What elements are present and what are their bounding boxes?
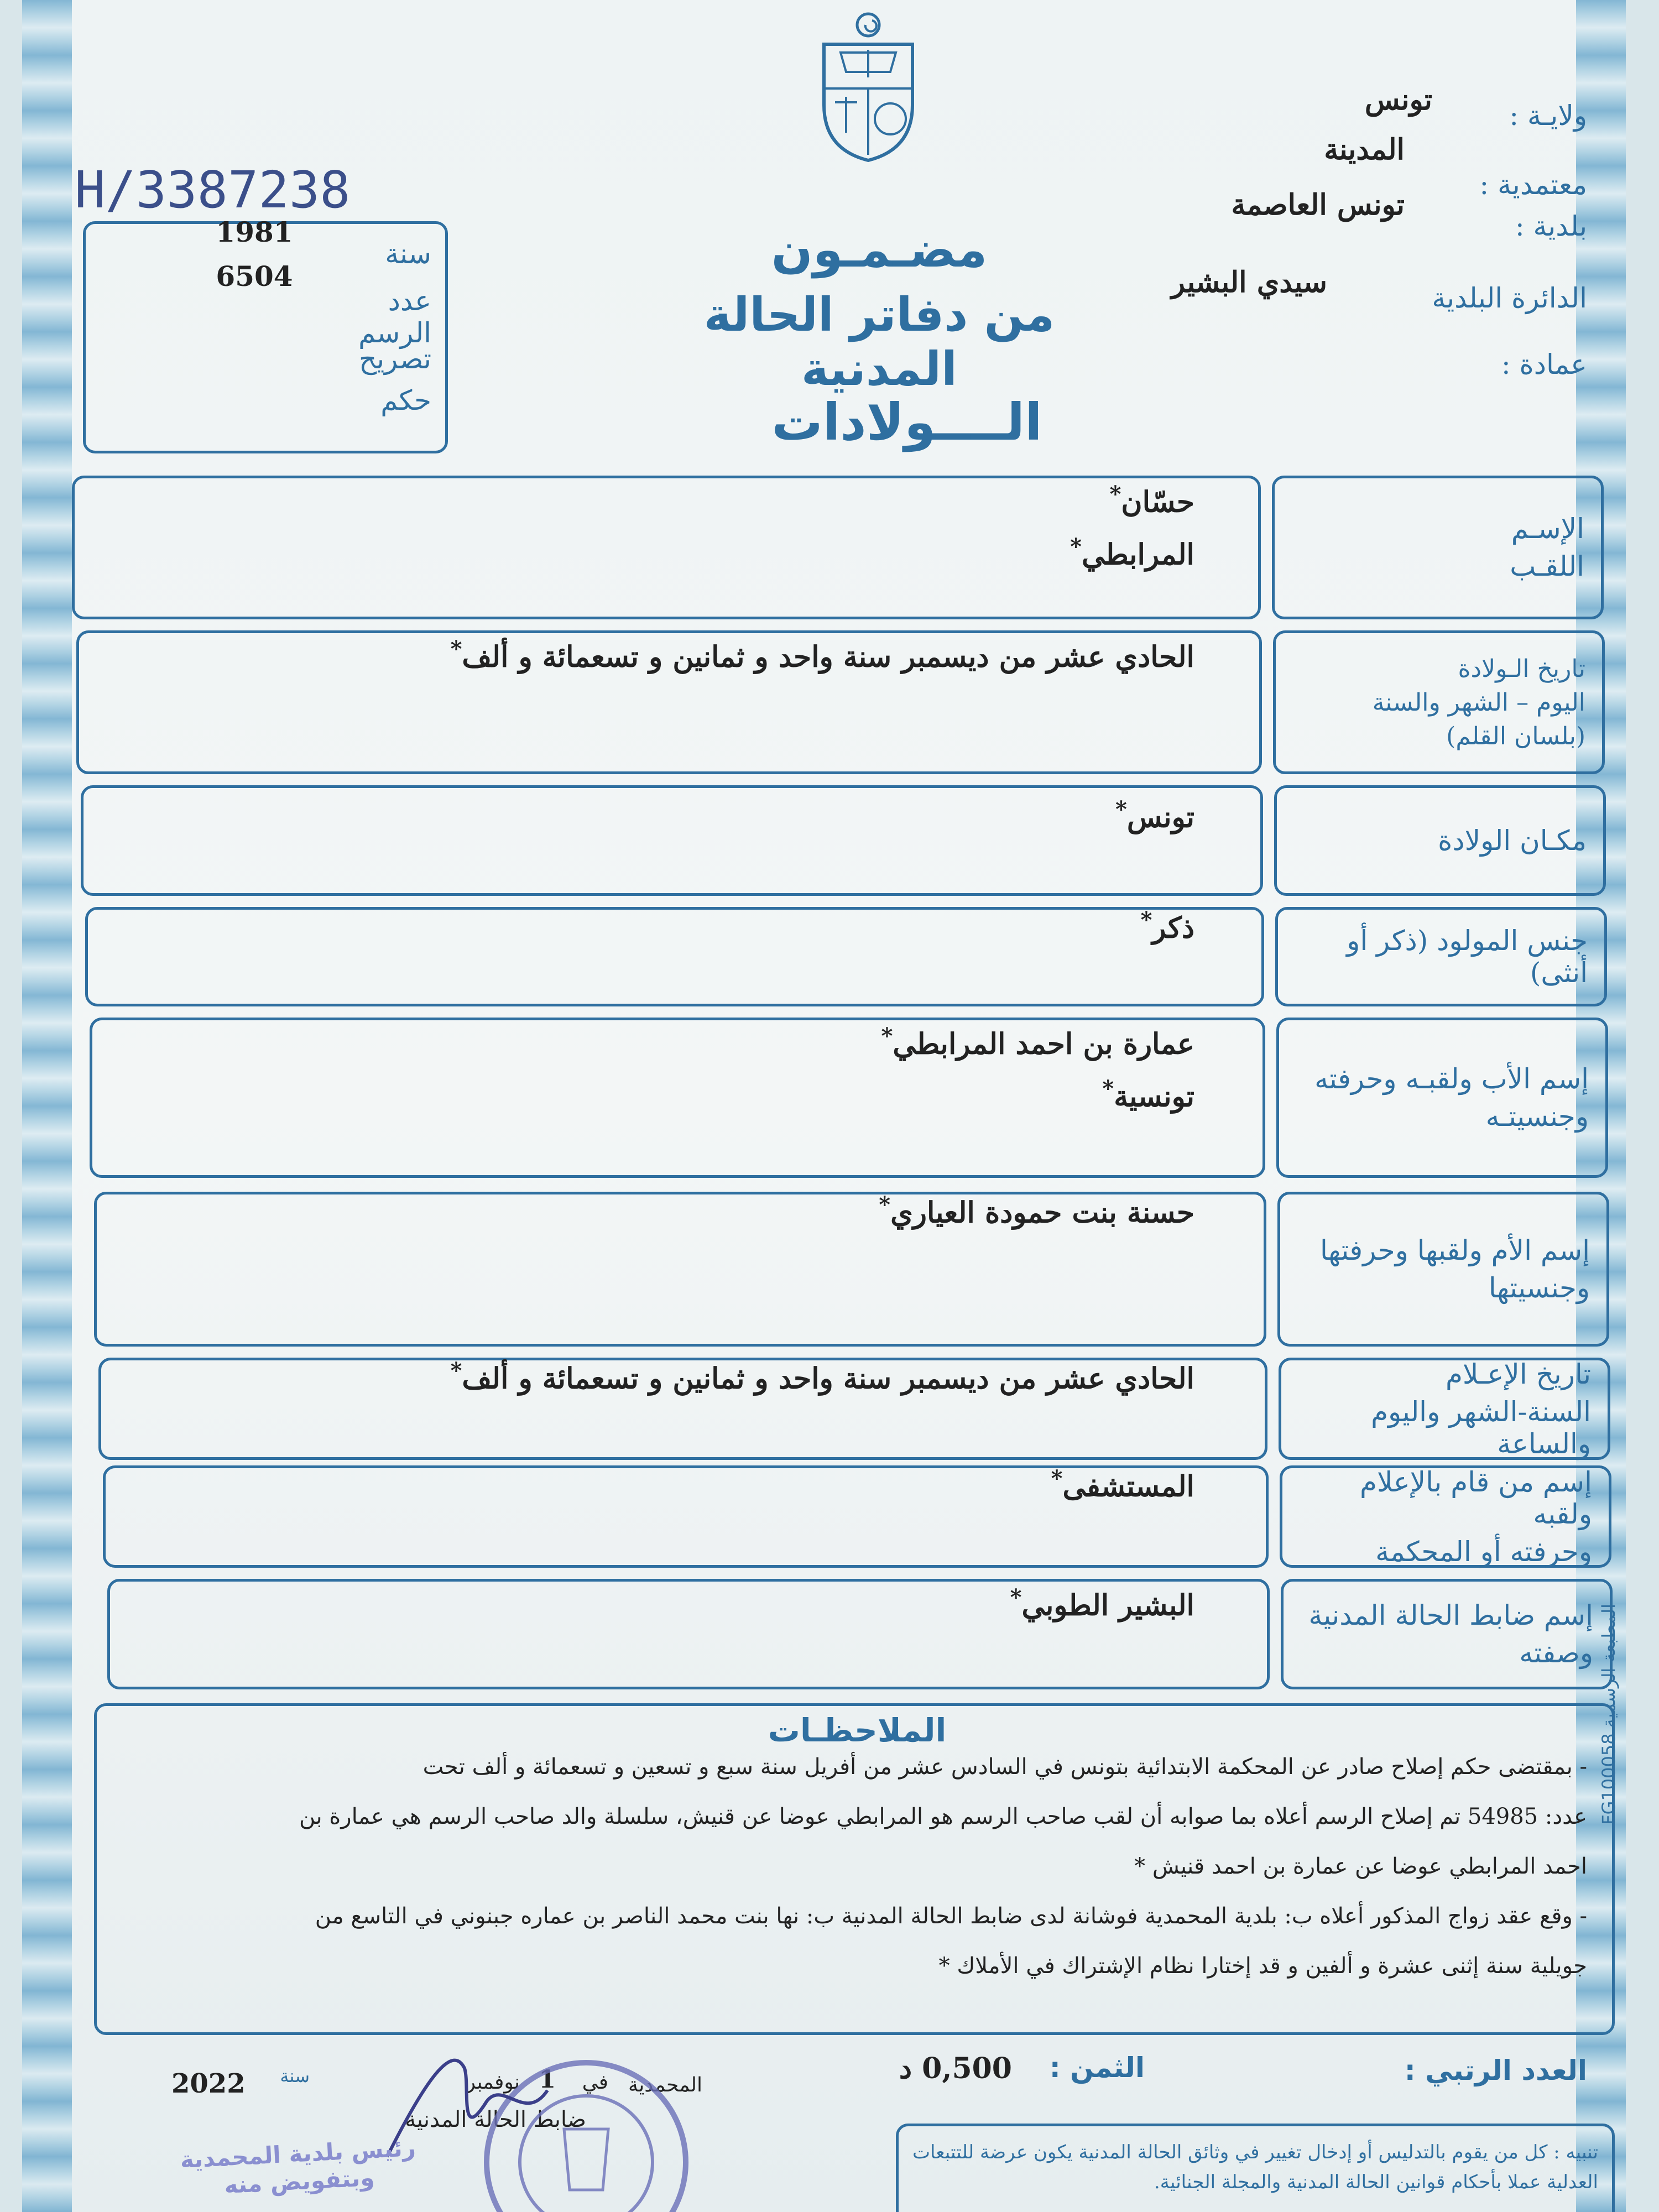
remarks-line: احمد المرابطي عوضا عن عمارة بن احمد قنيش * [1134,1854,1587,1879]
row-value-text: ذكر [1152,911,1194,945]
wilaya-label: ولايـة : [1509,100,1587,132]
row-label-line: وحرفته أو المحكمة [1375,1535,1592,1568]
imada-label: عمادة : [1501,348,1587,380]
row-label-line: اليوم – الشهر والسنة [1372,688,1585,717]
row-value-text: البشير الطوبي [1021,1588,1194,1623]
title-line-2: من دفاتر الحالة المدنية [703,288,1055,396]
printer-mark: المطبعة الرسمية FG100058 [1598,1604,1619,1825]
asterisk-mark: * [881,1023,893,1049]
row-label-box [1280,1465,1611,1568]
row-label-line: وصفته [1519,1637,1593,1669]
price-label: الثمن : [1049,2052,1145,2084]
row-label-line: إسم من قام بالإعلام ولقبه [1360,1465,1592,1530]
row-value-text: تونسية [1114,1079,1194,1114]
remarks-title: الملاحظـات [768,1712,947,1749]
row-label-line: جنس المولود (ذكر أو أنثى) [1347,925,1588,989]
remarks-line: عدد: 54985 تم إصلاح الرسم أعلاه بما صوابه أن لقب صاحب الرسم هو المرابطي عوضا عن قنيش، سلسلة والد صاحب الرسم هي عمارة بن [299,1804,1587,1829]
asterisk-mark: * [450,636,462,662]
row-value [365,1465,1194,1503]
row-value [365,1584,1194,1622]
row-value [365,1023,1194,1061]
place: المحمدية [628,2074,702,2096]
baladiya-value: تونس العاصمة [1231,188,1405,222]
row-value-text: حسّان [1121,485,1194,519]
row-label-line: مكـان الولادة [1438,825,1587,857]
row-value-text: المرابطي [1082,538,1194,572]
stamp-caption: رئيس بلدية المحمدية وبتفويض منه [179,2133,416,2199]
row-value [365,636,1194,674]
row-label-box [1281,1579,1613,1689]
row-label-line: تاريخ الإعـلام [1445,1358,1591,1390]
year-value: 1981 [216,216,293,248]
row-value [365,534,1194,571]
asterisk-mark: * [1102,1076,1114,1102]
asterisk-mark: * [450,1358,462,1384]
asterisk-mark: * [879,1192,891,1218]
remarks-text [116,1742,1587,1991]
asterisk-mark: * [1010,1584,1022,1610]
row-value [365,1076,1194,1113]
remarks-line: - وقع عقد زواج المذكور أعلاه ب: بلدية المحمدية فوشانة لدى ضابط الحالة المدنية ب: نها بنت محمد الناصر بن عماره جبنوني في التاسع من [315,1903,1587,1929]
row-label-line: (بلسان القلم) [1446,722,1585,750]
notice-text: تنبيه : كل من يقوم بالتدليس أو إدخال تغيير في وثائق الحالة المدنية يكون عرضة للتتبعات العدلية عملا بأحكام قوانين الحالة المدنية والمجلة الجنائية. [912,2141,1598,2194]
date-year: 2022 [171,2068,246,2099]
asterisk-mark: * [1051,1465,1063,1491]
date-day: 1 [539,2065,556,2094]
officer-label: ضابط الحالة المدنية [405,2107,586,2132]
row-label-box [1279,1358,1610,1460]
mootamadiya-value: المدينة [1324,133,1405,166]
row-value-text: الحادي عشر من ديسمبر سنة واحد و ثمانين و تسعمائة و ألف [462,640,1194,674]
asterisk-mark: * [1070,534,1082,560]
row-label-line: إسم ضابط الحالة المدنية [1308,1599,1593,1631]
row-label-box [1274,785,1606,896]
price-value: 0,500 د [899,2052,1012,2085]
row-value-text: حسنة بنت حمودة العياري [890,1196,1194,1230]
row-label-line: إسم الأم ولقبها وحرفتها [1319,1234,1590,1266]
row-label-box [1273,630,1605,774]
asterisk-mark: * [1140,907,1152,933]
row-value-text: تونس [1126,800,1194,834]
row-label-box [1277,1192,1609,1347]
remarks-line: - بمقتضى حكم إصلاح صادر عن المحكمة الابتدائية بتونس في السادس عشر من أفريل سنة سبع و تسعين و تسعمائة و ألف تحت [422,1754,1587,1780]
asterisk-mark: * [1109,481,1121,507]
declaration-label: تصريح [358,343,431,375]
row-label-line: إسم الأب ولقبـه وحرفته [1314,1063,1589,1095]
document-page [22,0,1626,2212]
row-value [365,907,1194,945]
decorative-border-left [22,0,72,2212]
row-label-line: تاريخ الـولادة [1458,654,1585,683]
title-line-1: مضـمـون [771,221,988,278]
mootamadiya-label: معتمدية : [1479,169,1587,201]
judgment-label: حكم [380,384,431,416]
year-label: سنة [385,238,431,270]
row-value [365,1192,1194,1229]
section-title: الــــولادات [771,393,1042,452]
wilaya-value: تونس [1364,83,1432,117]
row-label-line: وجنسيتـه [1485,1100,1589,1133]
tunisia-coat-of-arms-icon [813,11,924,166]
baladiya-label: بلدية : [1515,210,1587,242]
row-value [365,1358,1194,1395]
daira-label: الدائرة البلدية [1432,282,1587,314]
row-label-line: السنة-الشهر واليوم والساعة [1371,1395,1591,1460]
row-label-box [1275,907,1607,1006]
record-number-value: 6504 [216,260,293,293]
row-value-text: عمارة بن احمد المرابطي [893,1027,1194,1061]
date-prefix: في [582,2071,608,2094]
serial-rank-label: العدد الرتبي : [1404,2054,1587,2086]
row-value-text: الحادي عشر من ديسمبر سنة واحد و ثمانين و تسعمائة و ألف [462,1361,1194,1396]
remarks-line: جويلية سنة إثنى عشرة و ألفين و قد إختارا نظام الإشتراك في الأملاك * [938,1953,1587,1979]
serial-number: H/3387238 [75,160,351,220]
row-value-text: المستشفى [1062,1469,1194,1504]
row-value [365,796,1194,834]
row-label-box [1276,1018,1608,1178]
record-number-label: عدد الرسم [358,285,431,349]
row-value [365,481,1194,519]
row-label-line: اللقـب [1510,550,1584,582]
row-label-box [1272,476,1604,619]
date-month: نوفمبر [466,2071,520,2094]
row-label-line: الإسـم [1511,513,1584,545]
daira-value: سيدي البشير [1171,265,1327,299]
year-label-footer: سنة [280,2065,310,2086]
asterisk-mark: * [1115,796,1127,822]
row-label-line: وجنسيتها [1488,1272,1590,1304]
